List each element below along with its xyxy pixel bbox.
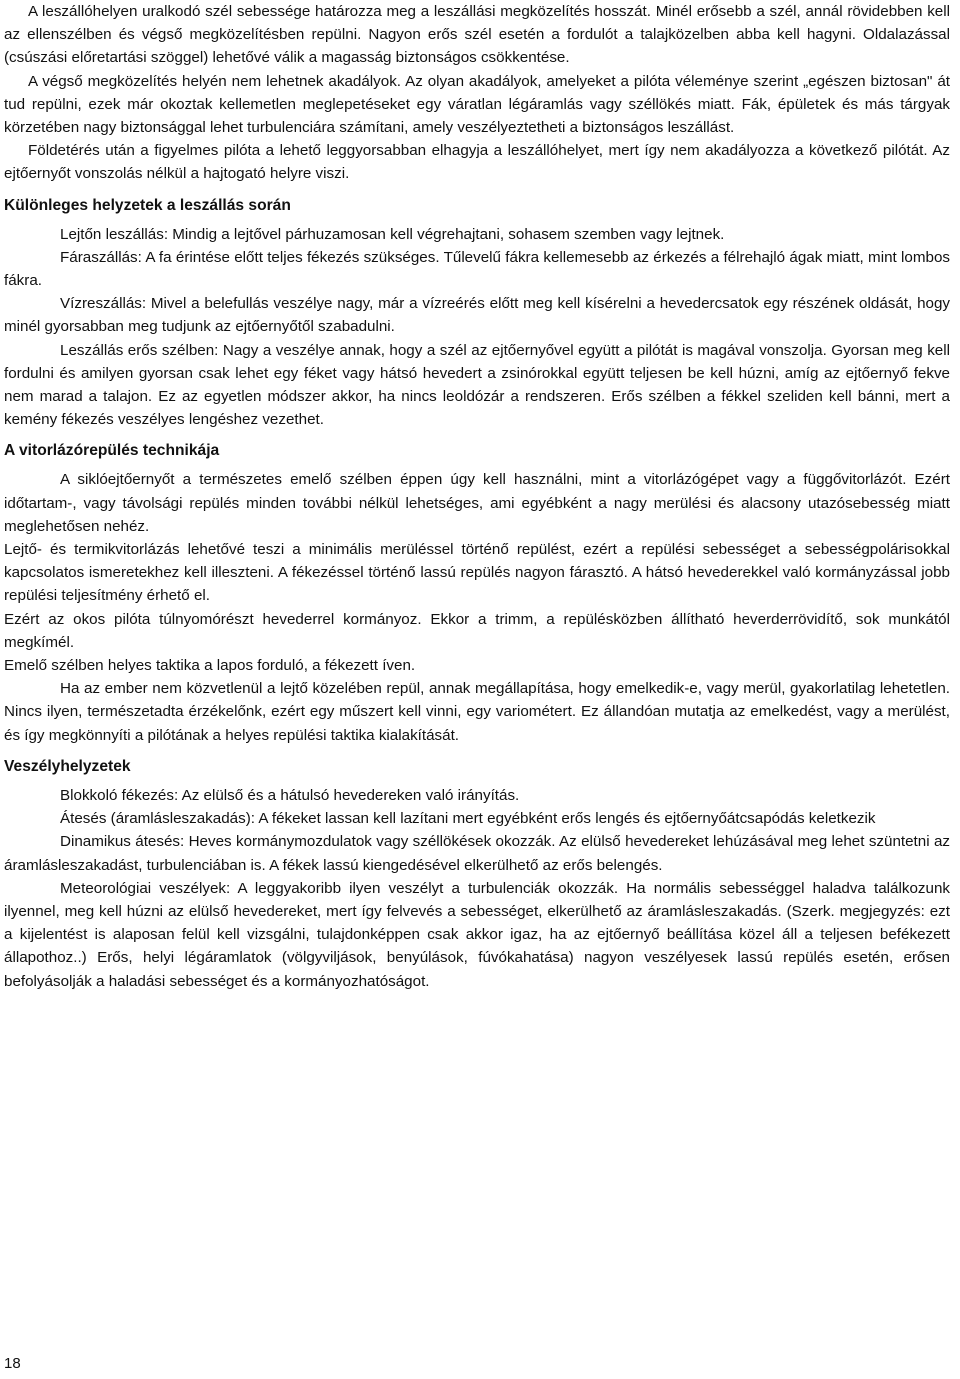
glider-paragraph-3: Ezért az okos pilóta túlnyomórészt hevederrel kormányoz. Ekkor a trimm, a repülésközben állítható heverderrövidítő, sok munkától megkímél.	[4, 610, 950, 651]
special-paragraph-2: Fáraszállás: A fa érintése előtt teljes fékezés szükséges. Tűlevelű fákra kellemesebb az érkezés a félrehajló ágak miatt, mint lombos fákra.	[4, 248, 950, 290]
glider-paragraph-1: A siklóejtőernyőt a természetes emelő szélben éppen úgy kell használni, mint a vitorlázógépet vagy a függővitorlázót. Ezért időtartam-, vagy távolsági repülés minden további nélkül lehetséges, ami egyébként a nagy merülési és alacsony utazósebesség miatt meglehetősen nehéz.	[4, 471, 950, 535]
danger-paragraph-2: Átesés (áramlásleszakadás): A fékeket lassan kell lazítani mert egyébként erős lengés és ejtőernyőátcsapódás keletkezik	[60, 810, 876, 828]
danger-paragraph-3: Dinamikus átesés: Heves kormánymozdulatok vagy széllökések okozzák. Az elülső hevedereket lehúzásával meg lehet szüntetni az áramlásleszakadást, turbulenciában is. A fékek lassú kiengedésével elkerülhető az erős belengés.	[4, 833, 950, 874]
glider-paragraph-5: Ha az ember nem közvetlenül a lejtő közelében repül, annak megállapítása, hogy emelkedik-e, vagy merül, gyakorlatilag lehetetlen. Nincs ilyen, természetadta érzékelőnk, ezért egy műszert kell vinni, egy variométert. Ez állandóan mutatja az emelkedést, vagy a merülést, és így megkönnyíti a pilótának a helyes repülési taktika kialakítását.	[4, 680, 950, 744]
intro-paragraph-2: A végső megközelítés helyén nem lehetnek akadályok. Az olyan akadályok, amelyeket a pilóta véleménye szerint „egészen biztosan" át tud repülni, ezek már okoztak kellemetlen meglepetéseket egy váratlan légáramlás vagy széllökés miatt. Fák, épületek és más tárgyak körzetében nagy biztonsággal lehet turbulenciára számítani, amely veszélyeztetheti a biztonságos leszállást.	[4, 72, 950, 137]
section-heading-special: Különleges helyzetek a leszállás során	[4, 196, 291, 214]
danger-paragraph-1: Blokkoló fékezés: Az elülső és a hátulsó hevedereken való irányítás.	[60, 786, 520, 804]
special-paragraph-3: Vízreszállás: Mivel a belefullás veszélye nagy, már a vízreérés előtt meg kell kísérelni a hevedercsatok egy részének oldását, hogy minél gyorsabban meg tudjunk az ejtőernyőtől szabadulni.	[4, 295, 950, 336]
section-heading-danger: Veszélyhelyzetek	[4, 757, 131, 775]
section-heading-glider: A vitorlázórepülés technikája	[4, 442, 220, 460]
danger-paragraph-4: Meteorológiai veszélyek: A leggyakoribb ilyen veszélyt a turbulenciák okozzák. Ha normális sebességgel haladva találkozunk ilyennel, meg kell húzni az elülső hevedereket, mert így felvevés a sebességet, elkerülhető az áramlásleszakadás. (Szerk. megjegyzés: ezt a kijelentést is alaposan felül kell vizsgálni, tulajdonképpen csak akkor igaz, ha az ejtőernyő beállítása közel áll a teljesen befékezett állapothoz..) Erős, helyi légáramlatok (völgyviljások, benyúlások, fúvókahatása) nagyon veszélyesek lassú repülés esetén, erősen befolyásolják a haladási sebességet és a kormányozhatóságot.	[4, 879, 950, 990]
glider-paragraph-4: Emelő szélben helyes taktika a lapos forduló, a fékezett íven.	[4, 657, 416, 675]
document-page	[4, 0, 950, 993]
special-paragraph-1: Lejtőn leszállás: Mindig a lejtővel párhuzamosan kell végrehajtani, sohasem szemben vagy lejtnek.	[60, 225, 725, 243]
glider-paragraph-2: Lejtő- és termikvitorlázás lehetővé teszi a minimális merüléssel történő repülést, ezért a repülési sebességet a sebességpolárisokkal kapcsolatos ismeretekhez kell illeszteni. A fékezéssel történő lassú repülés nagyon fárasztó. A hátsó hevederekkel való kormányzással jobb repülési teljesítmény érhető el.	[4, 541, 950, 605]
intro-paragraph-1: A leszállóhelyen uralkodó szél sebessége határozza meg a leszállási megközelítés hosszát. Minél erősebb a szél, annál rövidebben kell az ellenszélben és végső megközelítésben repülni. Nagyon erős szél esetén a fordulót a talajközelben abba kell hagyni. Oldalazással (csúszási előretartási szöggel) lehetővé válik a magasság biztonságos csökkentése.	[4, 3, 950, 67]
intro-paragraph-3: Földetérés után a figyelmes pilóta a lehető leggyorsabban elhagyja a leszállóhelyet, mert így nem akadályozza a következő pilótát. Az ejtőernyőt vonszolás nélkül a hajtogató helyre viszi.	[4, 142, 950, 183]
special-paragraph-4: Leszállás erős szélben: Nagy a veszélye annak, hogy a szél az ejtőernyővel együtt a pilótát is magával vonszolja. Gyorsan meg kell fordulni és amilyen gyorsan csak lehet egy féket vagy hátsó hevedert a zsinórokkal együtt teljesen be kell húzni, amíg az ejtőernyő fekve nem marad a talajon. Ez az egyetlen módszer akkor, ha nincs leoldózár a rendszeren. Erős szélben a fékkel szeliden kell bánni, mert a kemény fékezés veszélyes lengéshez vezethet.	[4, 341, 950, 429]
page-number: 18	[4, 1355, 21, 1372]
